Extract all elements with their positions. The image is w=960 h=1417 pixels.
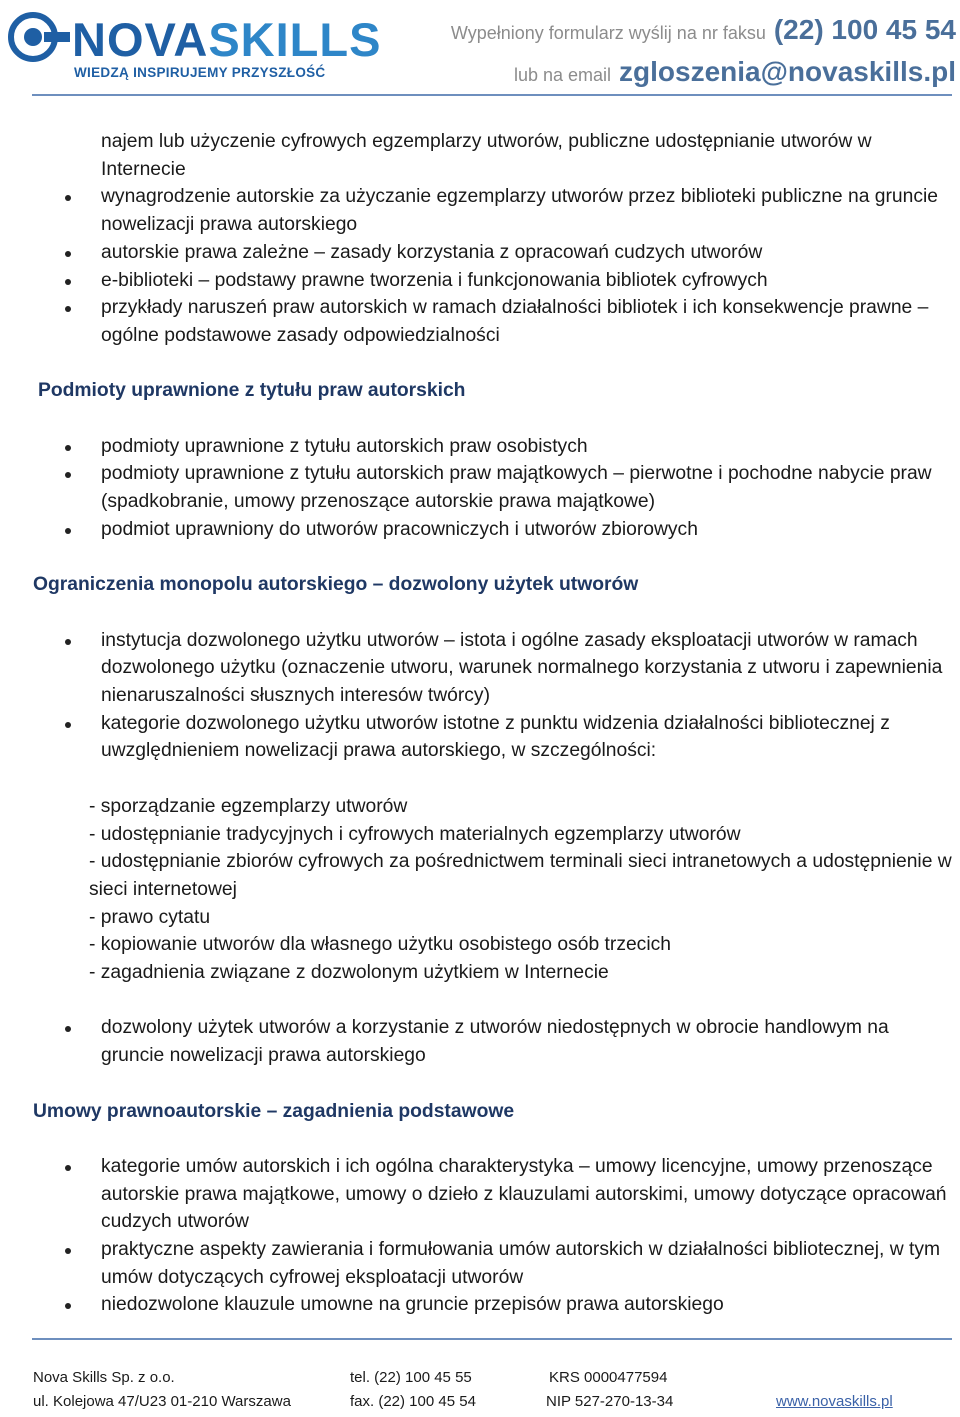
list-item: autorskie prawa zależne – zasady korzystania z opracowań cudzych utworów [0, 239, 960, 267]
page-header [0, 0, 960, 94]
logo-text-nova: NOVA [72, 13, 209, 66]
list-item: podmioty uprawnione z tytułu autorskich praw osobistych [0, 433, 960, 461]
dash-item: - udostępnianie zbiorów cyfrowych za pośrednictwem terminali sieci intranetowych a udostępnienie w sieci internetowej [89, 851, 952, 900]
dash-item: - prawo cytatu [89, 906, 211, 928]
footer-website-link[interactable]: www.novaskills.pl [776, 1393, 893, 1410]
bullet-icon [65, 722, 71, 728]
list-item: kategorie umów autorskich i ich ogólna charakterystyka – umowy licencyjne, umowy przenoszące autorskie prawa majątkowe, umowy o dzieło z klauzulami autorskimi, umowy dotyczące opracowań cudzych utworów [0, 1153, 960, 1236]
list-item: praktyczne aspekty zawierania i formułowania umów autorskich w działalności bibliotecznej, w tym umów dotyczących cyfrowej eksploatacji utworów [0, 1236, 960, 1291]
document-body [0, 128, 960, 1319]
section1-list [0, 433, 960, 544]
email-contact [514, 56, 956, 88]
bullet-icon [65, 251, 71, 257]
list-item: podmiot uprawniony do utworów pracowniczych i utworów zbiorowych [0, 516, 960, 544]
list-item: przykłady naruszeń praw autorskich w ramach działalności bibliotek i ich konsekwencje prawne – ogólne podstawowe zasady odpowiedzialności [0, 294, 960, 349]
footer-divider [32, 1338, 952, 1340]
list-item: dozwolony użytek utworów a korzystanie z utworów niedostępnych w obrocie handlowym na gruncie nowelizacji prawa autorskiego [0, 1014, 960, 1069]
fax-contact [451, 14, 956, 46]
svg-text:NOVASKILLS [72, 13, 381, 66]
list-item: kategorie dozwolonego użytku utworów istotne z punktu widzenia działalności bibliotecznej z uwzględnieniem nowelizacji prawa autorskiego, w szczególności: [0, 710, 960, 765]
section0-list [0, 128, 960, 350]
section2-list-after [0, 1014, 960, 1069]
list-item: podmioty uprawnione z tytułu autorskich praw majątkowych – pierwotne i pochodne nabycie praw (spadkobranie, umowy przenoszące autorskie prawa majątkowe) [0, 460, 960, 515]
dash-item: - kopiowanie utworów dla własnego użytku osobistego osób trzecich [89, 934, 671, 956]
section3-list [0, 1153, 960, 1319]
dash-item: - sporządzanie egzemplarzy utworów [89, 795, 408, 817]
novaskills-logo [6, 10, 382, 86]
list-item: instytucja dozwolonego użytku utworów – istota i ogólne zasady eksploatacji utworów w ramach dozwolonego użytku (oznaczenie utworu, warunek normalnego korzystania z utworu i zapewnienia nienaruszalności słusznych interesów twórcy) [0, 627, 960, 710]
bullet-icon [65, 279, 71, 285]
email-label: lub na email [513, 65, 612, 85]
list-item-continuation: najem lub użyczenie cyfrowych egzemplarzy utworów, publiczne udostępnianie utworów w Internecie [101, 131, 872, 180]
footer-nip: NIP 527-270-13-34 [546, 1393, 674, 1410]
email-address[interactable]: zgloszenia@novaskills.pl [619, 56, 956, 87]
footer-krs: KRS 0000477594 [549, 1369, 668, 1386]
bullet-icon [65, 1165, 71, 1171]
logo-text-skills: SKILLS [208, 13, 382, 66]
bullet-icon [65, 445, 71, 451]
footer-company: Nova Skills Sp. z o.o. [33, 1369, 175, 1386]
bullet-icon [65, 639, 71, 645]
bullet-icon [65, 528, 71, 534]
logo-mark-icon [6, 10, 382, 66]
footer-address: ul. Kolejowa 47/U23 01-210 Warszawa [33, 1393, 291, 1410]
dash-item: - zagadnienia związane z dozwolonym użytkiem w Internecie [89, 962, 609, 984]
section-heading-umowy: Umowy prawnoautorskie – zagadnienia podstawowe [33, 1100, 515, 1122]
footer-fax: fax. (22) 100 45 54 [350, 1393, 476, 1410]
dash-list [0, 793, 960, 987]
bullet-icon [65, 1248, 71, 1254]
list-item: wynagrodzenie autorskie za użyczanie egzemplarzy utworów przez biblioteki publiczne na gruncie nowelizacji prawa autorskiego [0, 183, 960, 238]
bullet-icon [65, 472, 71, 478]
list-item: niedozwolone klauzule umowne na gruncie przepisów prawa autorskiego [0, 1291, 960, 1319]
logo-tagline: WIEDZĄ INSPIRUJEMY PRZYSZŁOŚĆ [74, 65, 326, 80]
bullet-icon [65, 306, 71, 312]
header-divider [32, 94, 952, 96]
bullet-icon [65, 1026, 71, 1032]
fax-number: (22) 100 45 54 [773, 14, 956, 45]
list-item: e-biblioteki – podstawy prawne tworzenia i funkcjonowania bibliotek cyfrowych [0, 267, 960, 295]
section-heading-ograniczenia: Ograniczenia monopolu autorskiego – dozwolony użytek utworów [33, 574, 639, 596]
fax-label: Wypełniony formularz wyślij na nr faksu [450, 23, 766, 43]
bullet-icon [65, 195, 71, 201]
section2-list [0, 627, 960, 766]
section-heading-podmioty: Podmioty uprawnione z tytułu praw autorskich [38, 380, 466, 402]
bullet-icon [65, 1303, 71, 1309]
dash-item: - udostępnianie tradycyjnych i cyfrowych materialnych egzemplarzy utworów [89, 823, 741, 845]
footer-tel: tel. (22) 100 45 55 [350, 1369, 472, 1386]
